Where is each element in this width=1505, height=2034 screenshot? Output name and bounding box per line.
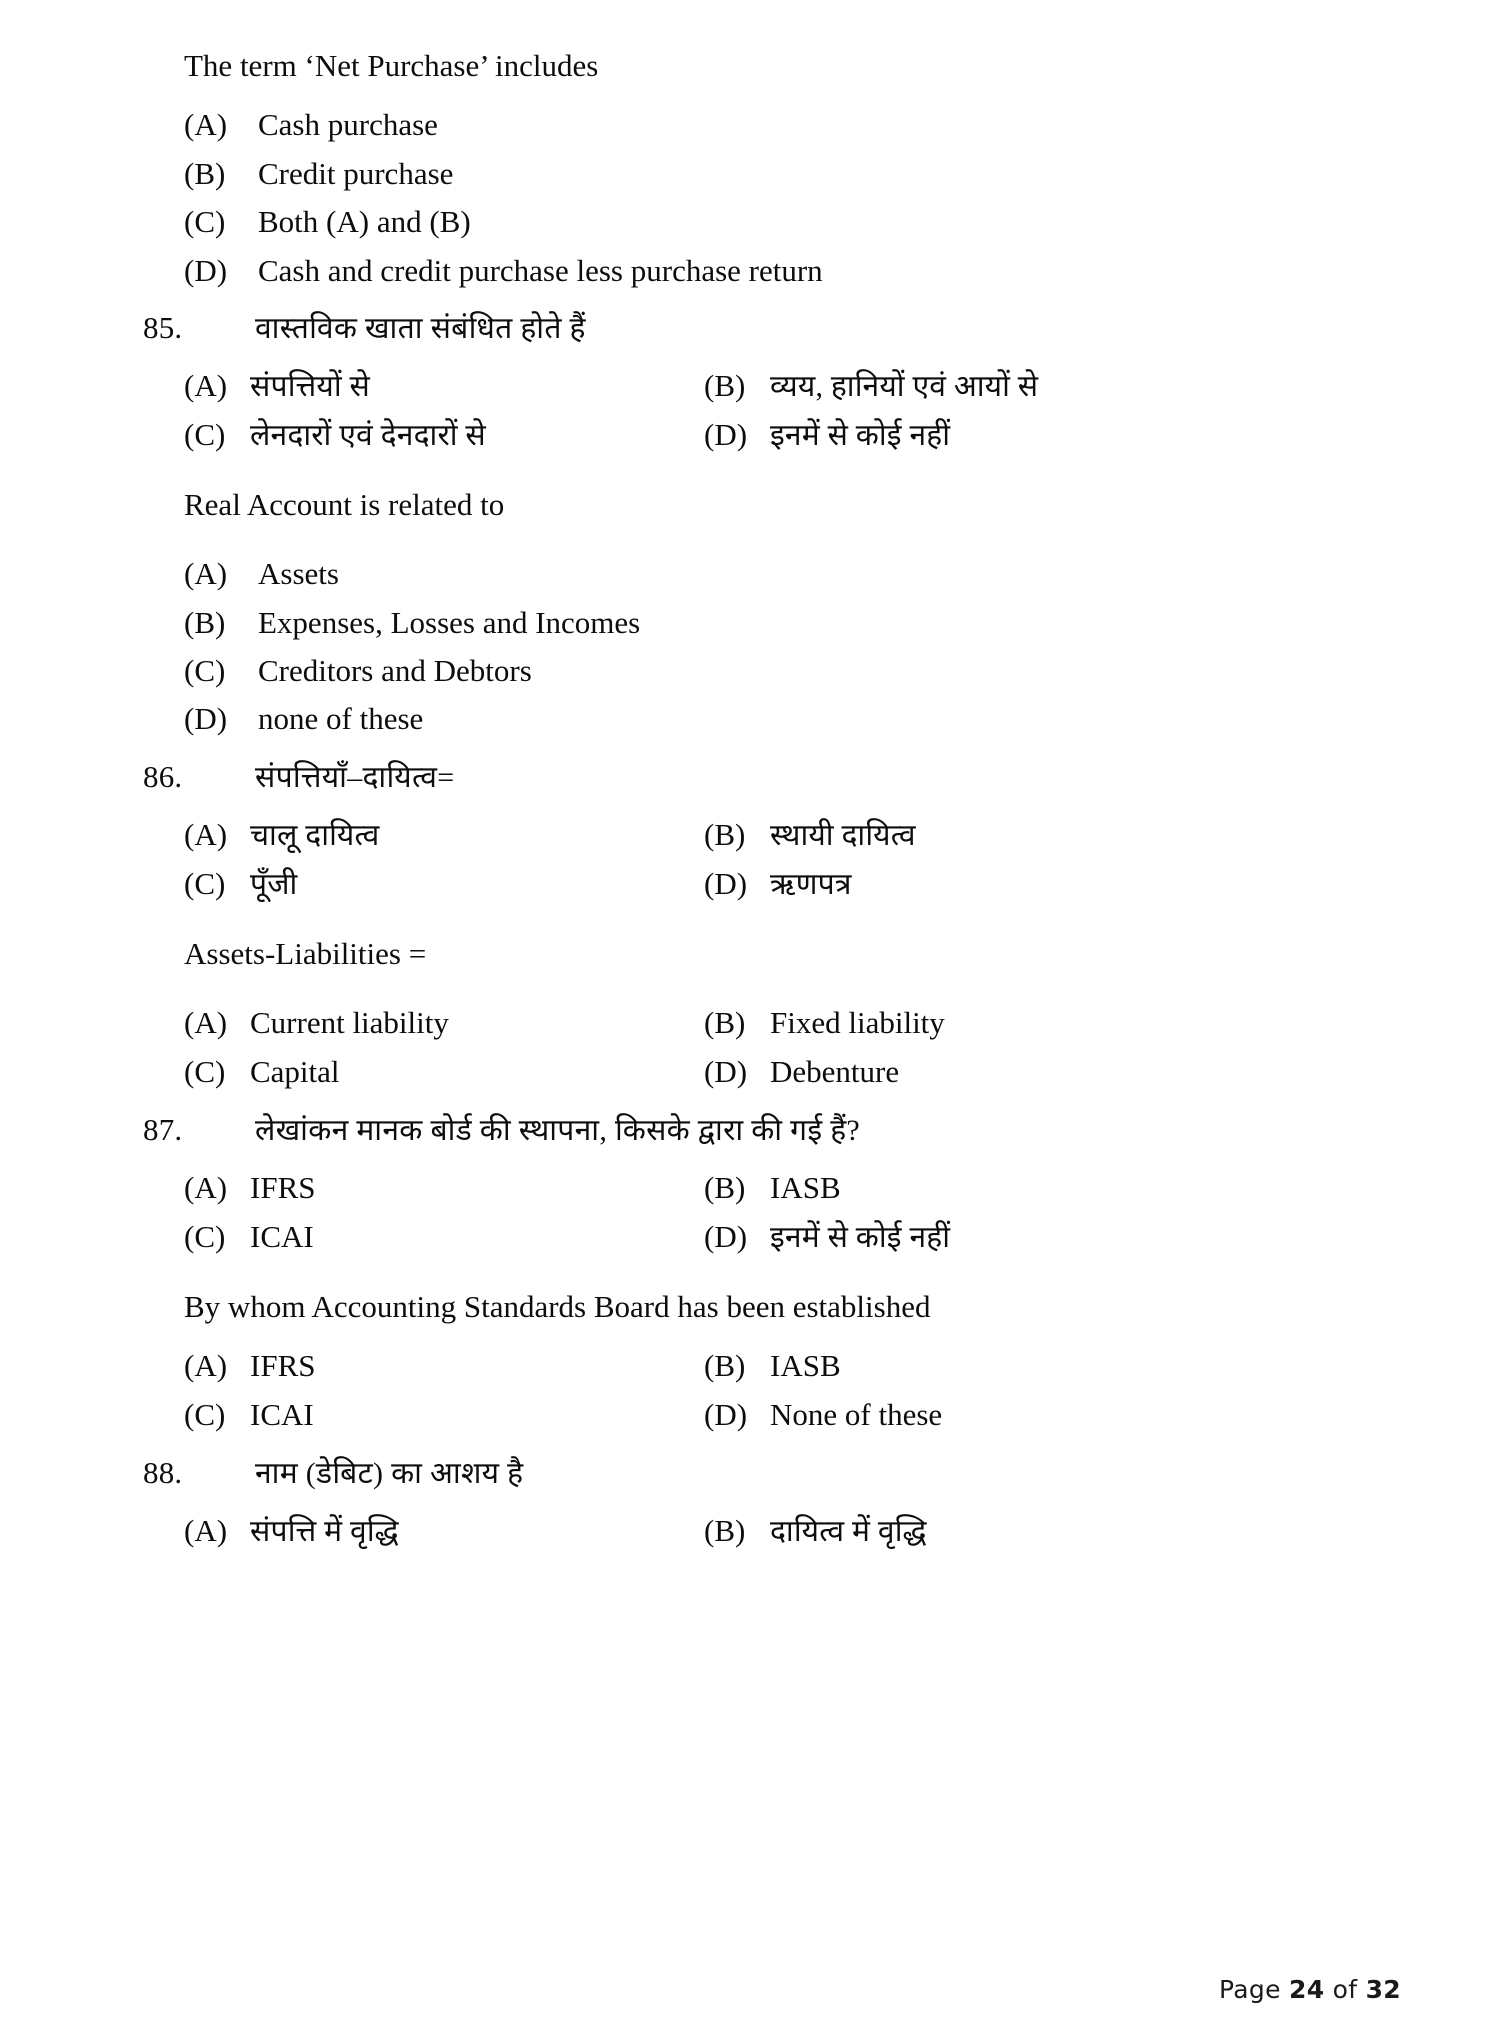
option-label: (D) — [704, 1397, 748, 1433]
option-row — [0, 1215, 1505, 1260]
question-stem: By whom Accounting Standards Board has been established — [184, 1288, 931, 1324]
option-c[interactable] — [184, 862, 704, 907]
option-row[interactable] — [0, 200, 1505, 243]
option-row[interactable] — [0, 152, 1505, 195]
option-label: (B) — [704, 1512, 746, 1548]
question-stem: The term ‘Net Purchase’ includes — [184, 48, 599, 83]
option-text: स्थायी दायित्व — [770, 818, 916, 852]
question-number: 87. — [143, 1112, 183, 1148]
option-row[interactable] — [0, 697, 1505, 740]
option-row — [0, 813, 1505, 858]
option-c[interactable] — [184, 413, 704, 458]
option-text: Debenture — [770, 1054, 900, 1090]
option-text: Assets — [258, 556, 339, 592]
option-text: IASB — [770, 1348, 841, 1383]
option-c[interactable] — [184, 1050, 704, 1094]
option-label: (B) — [704, 1005, 746, 1041]
option-row — [0, 1393, 1505, 1437]
question-stem: Assets-Liabilities = — [184, 935, 427, 971]
option-label: (C) — [184, 866, 226, 902]
question-85 — [0, 307, 1505, 350]
option-text: लेनदारों एवं देनदारों से — [250, 419, 486, 453]
option-label: (B) — [704, 367, 746, 403]
option-label: (A) — [184, 556, 228, 592]
option-label: (D) — [704, 417, 748, 453]
option-text: Capital — [250, 1054, 340, 1090]
option-text: Cash purchase — [258, 107, 438, 143]
option-text: Current liability — [250, 1005, 449, 1041]
option-label: (C) — [184, 653, 226, 689]
option-text: ऋणपत्र — [770, 868, 852, 902]
question-86 — [0, 756, 1505, 799]
footer-page-number: 24 — [1289, 1975, 1325, 2004]
option-text: ICAI — [250, 1219, 314, 1255]
option-label: (C) — [184, 1054, 226, 1090]
option-label: (A) — [184, 1005, 228, 1041]
option-a[interactable] — [184, 1344, 704, 1388]
option-a[interactable] — [184, 364, 704, 409]
option-text: संपत्ति में वृद्धि — [250, 1514, 399, 1548]
footer-prefix: Page — [1219, 1975, 1281, 2004]
option-text: इनमें से कोई नहीं — [770, 419, 951, 453]
question-stem: संपत्तियाँ–दायित्व= — [255, 760, 455, 794]
option-label: (D) — [704, 866, 748, 902]
question-88 — [0, 1452, 1505, 1495]
option-b[interactable] — [704, 364, 1038, 409]
option-label: (B) — [704, 816, 746, 852]
option-b[interactable] — [704, 1166, 841, 1210]
option-row — [0, 862, 1505, 907]
page-footer — [1219, 1975, 1401, 2004]
option-label: (C) — [184, 417, 226, 453]
option-label: (A) — [184, 816, 228, 852]
option-label: (B) — [184, 155, 226, 191]
option-label: (C) — [184, 1397, 226, 1433]
option-label: (B) — [704, 1170, 746, 1205]
footer-total-pages: 32 — [1365, 1975, 1401, 2004]
option-row — [0, 1344, 1505, 1388]
option-text: Creditors and Debtors — [258, 653, 532, 689]
question-number: 85. — [143, 309, 183, 345]
option-text: Cash and credit purchase less purchase return — [258, 252, 823, 288]
option-label: (D) — [184, 701, 228, 737]
option-a[interactable] — [184, 1001, 704, 1045]
option-text: Both (A) and (B) — [258, 204, 471, 240]
option-text: none of these — [258, 701, 424, 737]
option-text: IFRS — [250, 1170, 316, 1205]
option-row — [0, 1166, 1505, 1210]
option-row[interactable] — [0, 649, 1505, 692]
option-text: व्यय, हानियों एवं आयों से — [770, 369, 1039, 403]
option-text: इनमें से कोई नहीं — [770, 1221, 951, 1255]
option-text: IFRS — [250, 1348, 316, 1383]
option-a[interactable] — [184, 1166, 704, 1210]
question-stem: Real Account is related to — [184, 486, 505, 522]
option-row — [0, 1001, 1505, 1045]
option-d[interactable] — [704, 1393, 942, 1437]
footer-middle: of — [1332, 1975, 1358, 2004]
question-87 — [0, 1109, 1505, 1152]
option-b[interactable] — [704, 1344, 841, 1388]
option-label: (D) — [704, 1219, 748, 1255]
question-number: 86. — [143, 758, 183, 794]
option-d[interactable] — [704, 862, 852, 907]
option-text: ICAI — [250, 1397, 314, 1433]
option-row — [0, 1509, 1505, 1554]
option-text: Expenses, Losses and Incomes — [258, 604, 641, 640]
option-c[interactable] — [184, 1215, 704, 1260]
option-row — [0, 413, 1505, 458]
option-text: Credit purchase — [258, 155, 454, 191]
option-text: पूँजी — [250, 868, 298, 902]
option-label: (D) — [184, 252, 228, 288]
option-text: None of these — [770, 1397, 943, 1433]
option-row[interactable] — [0, 249, 1505, 292]
option-label: (C) — [184, 204, 226, 240]
option-d[interactable] — [704, 413, 950, 458]
option-row[interactable] — [0, 552, 1505, 595]
option-text: Fixed liability — [770, 1005, 945, 1041]
option-row[interactable] — [0, 103, 1505, 146]
option-b[interactable] — [704, 813, 916, 858]
question-stem: नाम (डेबिट) का आशय है — [255, 1457, 524, 1491]
option-label: (B) — [184, 604, 226, 640]
option-label: (B) — [704, 1348, 746, 1383]
option-a[interactable] — [184, 1509, 704, 1554]
question-stem: वास्तविक खाता संबंधित होते हैं — [255, 311, 586, 345]
option-label: (A) — [184, 1348, 228, 1383]
option-label: (A) — [184, 367, 228, 403]
option-d[interactable] — [704, 1050, 899, 1094]
option-b[interactable] — [704, 1509, 927, 1554]
option-a[interactable] — [184, 813, 704, 858]
option-d[interactable] — [704, 1215, 950, 1260]
option-text: IASB — [770, 1170, 841, 1205]
option-text: दायित्व में वृद्धि — [770, 1514, 927, 1548]
option-row — [0, 364, 1505, 409]
option-label: (A) — [184, 1170, 228, 1205]
option-text: संपत्तियों से — [250, 369, 370, 403]
question-stem: लेखांकन मानक बोर्ड की स्थापना, किसके द्वारा की गई हैं? — [255, 1114, 861, 1148]
option-label: (A) — [184, 1512, 228, 1548]
option-row — [0, 1050, 1505, 1094]
option-b[interactable] — [704, 1001, 945, 1045]
option-c[interactable] — [184, 1393, 704, 1437]
option-row[interactable] — [0, 601, 1505, 644]
question-number: 88. — [143, 1455, 183, 1491]
option-label: (A) — [184, 107, 228, 143]
option-text: चालू दायित्व — [250, 818, 380, 852]
option-label: (C) — [184, 1219, 226, 1255]
option-label: (D) — [704, 1054, 748, 1090]
